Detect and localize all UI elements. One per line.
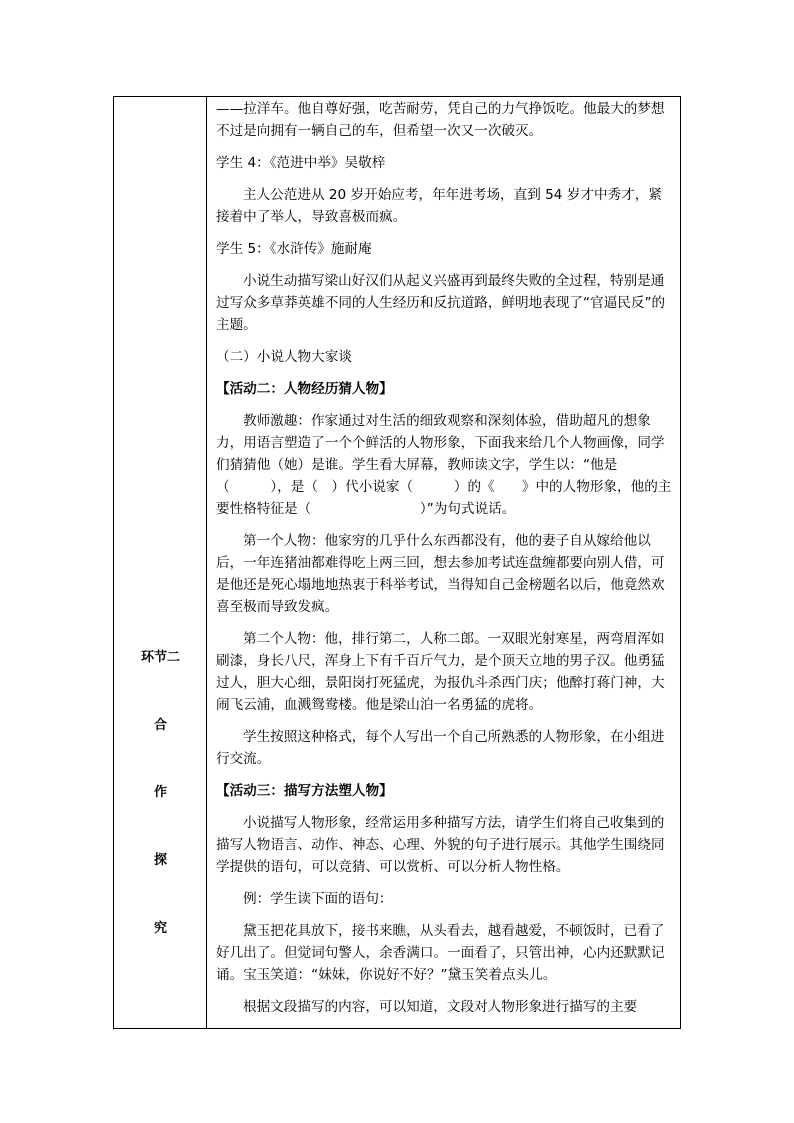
content-cell [207,97,681,1029]
stage-label-line-1: 环节二 [140,650,180,665]
paragraph: 根据文段描写的内容，可以知道，文段对人物形象进行描写的主要 [243,999,638,1015]
stage-label-line-4: 探 [153,853,167,868]
paragraph: 主人公范进从 20 岁开始应考，年年进考场，直到 54 岁才中秀才，紧接着中了举人，导致喜极而疯。 [216,187,662,225]
paragraph: 学生 5：《水浒传》施耐庵 [216,241,372,257]
content-body [207,97,680,1018]
activity-heading: 【活动二：人物经历猜人物】 [216,381,393,397]
paragraph: 第一个人物：他家穷的几乎什么东西都没有，他的妻子自从嫁给他以后，一年连猪油都难得吃上两三回，想去参加考试连盘缠都要向别人借，可是他还是死心塌地地热衷于科举考试，当得知自己金榜题名以后，他竟然欢喜至极而导致发疯。 [216,533,665,615]
table-row [114,97,681,1029]
paragraph: 第二个人物：他，排行第二，人称二郎。一双眼光射寒星，两弯眉浑如刷漆，身长八尺，浑身上下有千百斤气力，是个顶天立地的男子汉。他勇猛过人，胆大心细，景阳岗打死猛虎，为报仇斗杀西门庆；他醉打蒋门神，大闹飞云浦，血溅鸳鸯楼。他是梁山泊一名勇猛的虎将。 [216,631,665,713]
paragraph: 黛玉把花具放下，接书来瞧，从头看去，越看越爱，不顿饭时，已看了好几出了。但觉词句警人，余香满口。一面看了，只管出神，心内还默默记诵。宝玉笑道：“妹妹，你说好不好？”黛玉笑着点头儿。 [216,923,665,983]
stage-label-line-2: 合 [153,718,167,733]
stage-label-cell [114,97,207,1029]
stage-label-line-3: 作 [153,785,167,800]
paragraph: 学生按照这种格式，每个人写出一个自己所熟悉的人物形象，在小组进行交流。 [216,729,665,767]
paragraph: 例：学生读下面的语句： [243,891,393,907]
paragraph: 学生 4：《范进中举》吴敬梓 [216,155,386,171]
stage-label-line-5: 究 [153,921,167,936]
paragraph: 小说生动描写梁山好汉们从起义兴盛再到最终失败的全过程，特别是通过写众多草莽英雄不同的人生经历和反抗道路，鲜明地表现了“官逼民反”的主题。 [216,273,666,333]
activity-heading: 【活动三：描写方法塑人物】 [216,783,393,799]
paragraph: ——拉洋车。他自尊好强，吃苦耐劳，凭自己的力气挣饭吃。他最大的梦想不过是向拥有一辆自己的车，但希望一次又一次破灭。 [216,101,665,139]
lesson-table [113,96,681,1029]
paragraph: 小说描写人物形象，经常运用多种描写方法，请学生们将自己收集到的描写人物语言、动作、神态、心理、外貌的句子进行展示。其他学生围绕同学提供的语句，可以竞猜、可以赏析、可以分析人物性格。 [216,815,665,875]
section-heading: （二）小说人物大家谈 [216,349,352,365]
paragraph: 教师激趣：作家通过对生活的细致观察和深刻体验，借助超凡的想象力，用语言塑造了一个个鲜活的人物形象，下面我来给几个人物画像，同学们猜猜他（她）是谁。学生看大屏幕，教师读文字，学生以：“他是（ ），是（ ）代小说家（ ）的《 》中的人物形象，他的主要性格特征是（ ）”为句式说话。 [216,413,672,517]
